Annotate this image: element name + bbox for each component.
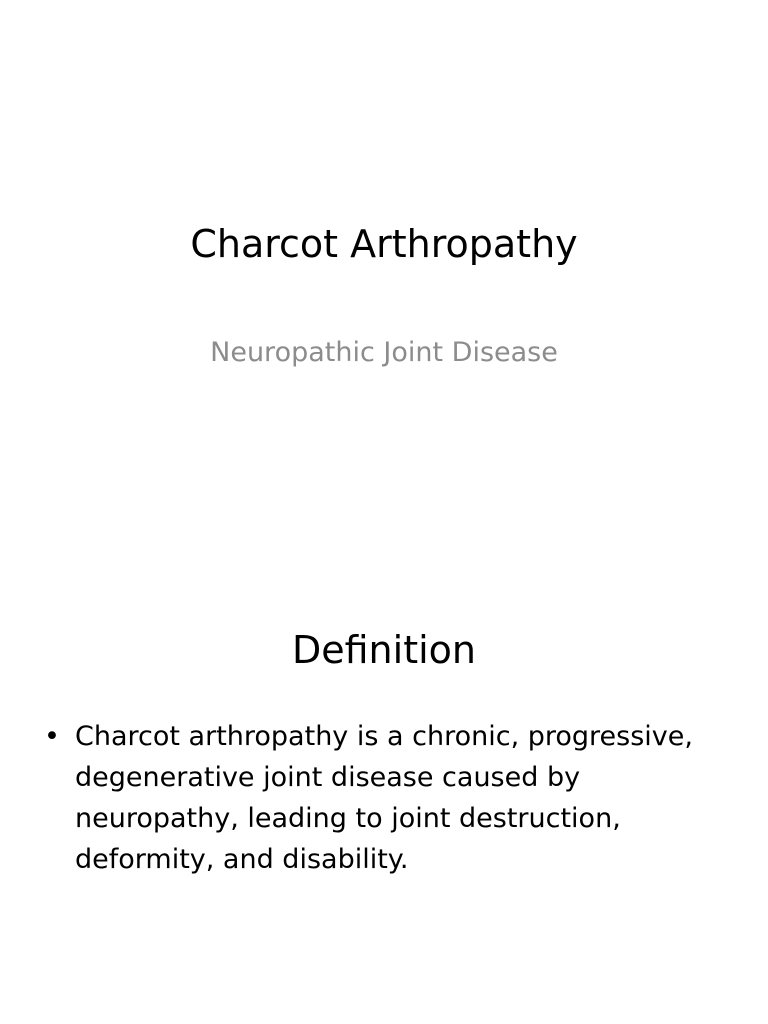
bullet-icon: • bbox=[44, 721, 60, 752]
bullet-text: Charcot arthropathy is a chronic, progressive, degenerative joint disease caused by neuropathy, leading to joint destruction, deformity, and disability. bbox=[75, 721, 693, 875]
definition-slide bbox=[0, 512, 768, 1024]
slide-title: Charcot Arthropathy bbox=[190, 222, 578, 266]
slide-heading: Definition bbox=[291, 628, 476, 672]
slide-subtitle: Neuropathic Joint Disease bbox=[210, 337, 558, 368]
bullet-list bbox=[40, 716, 730, 880]
bullet-item bbox=[40, 716, 730, 880]
